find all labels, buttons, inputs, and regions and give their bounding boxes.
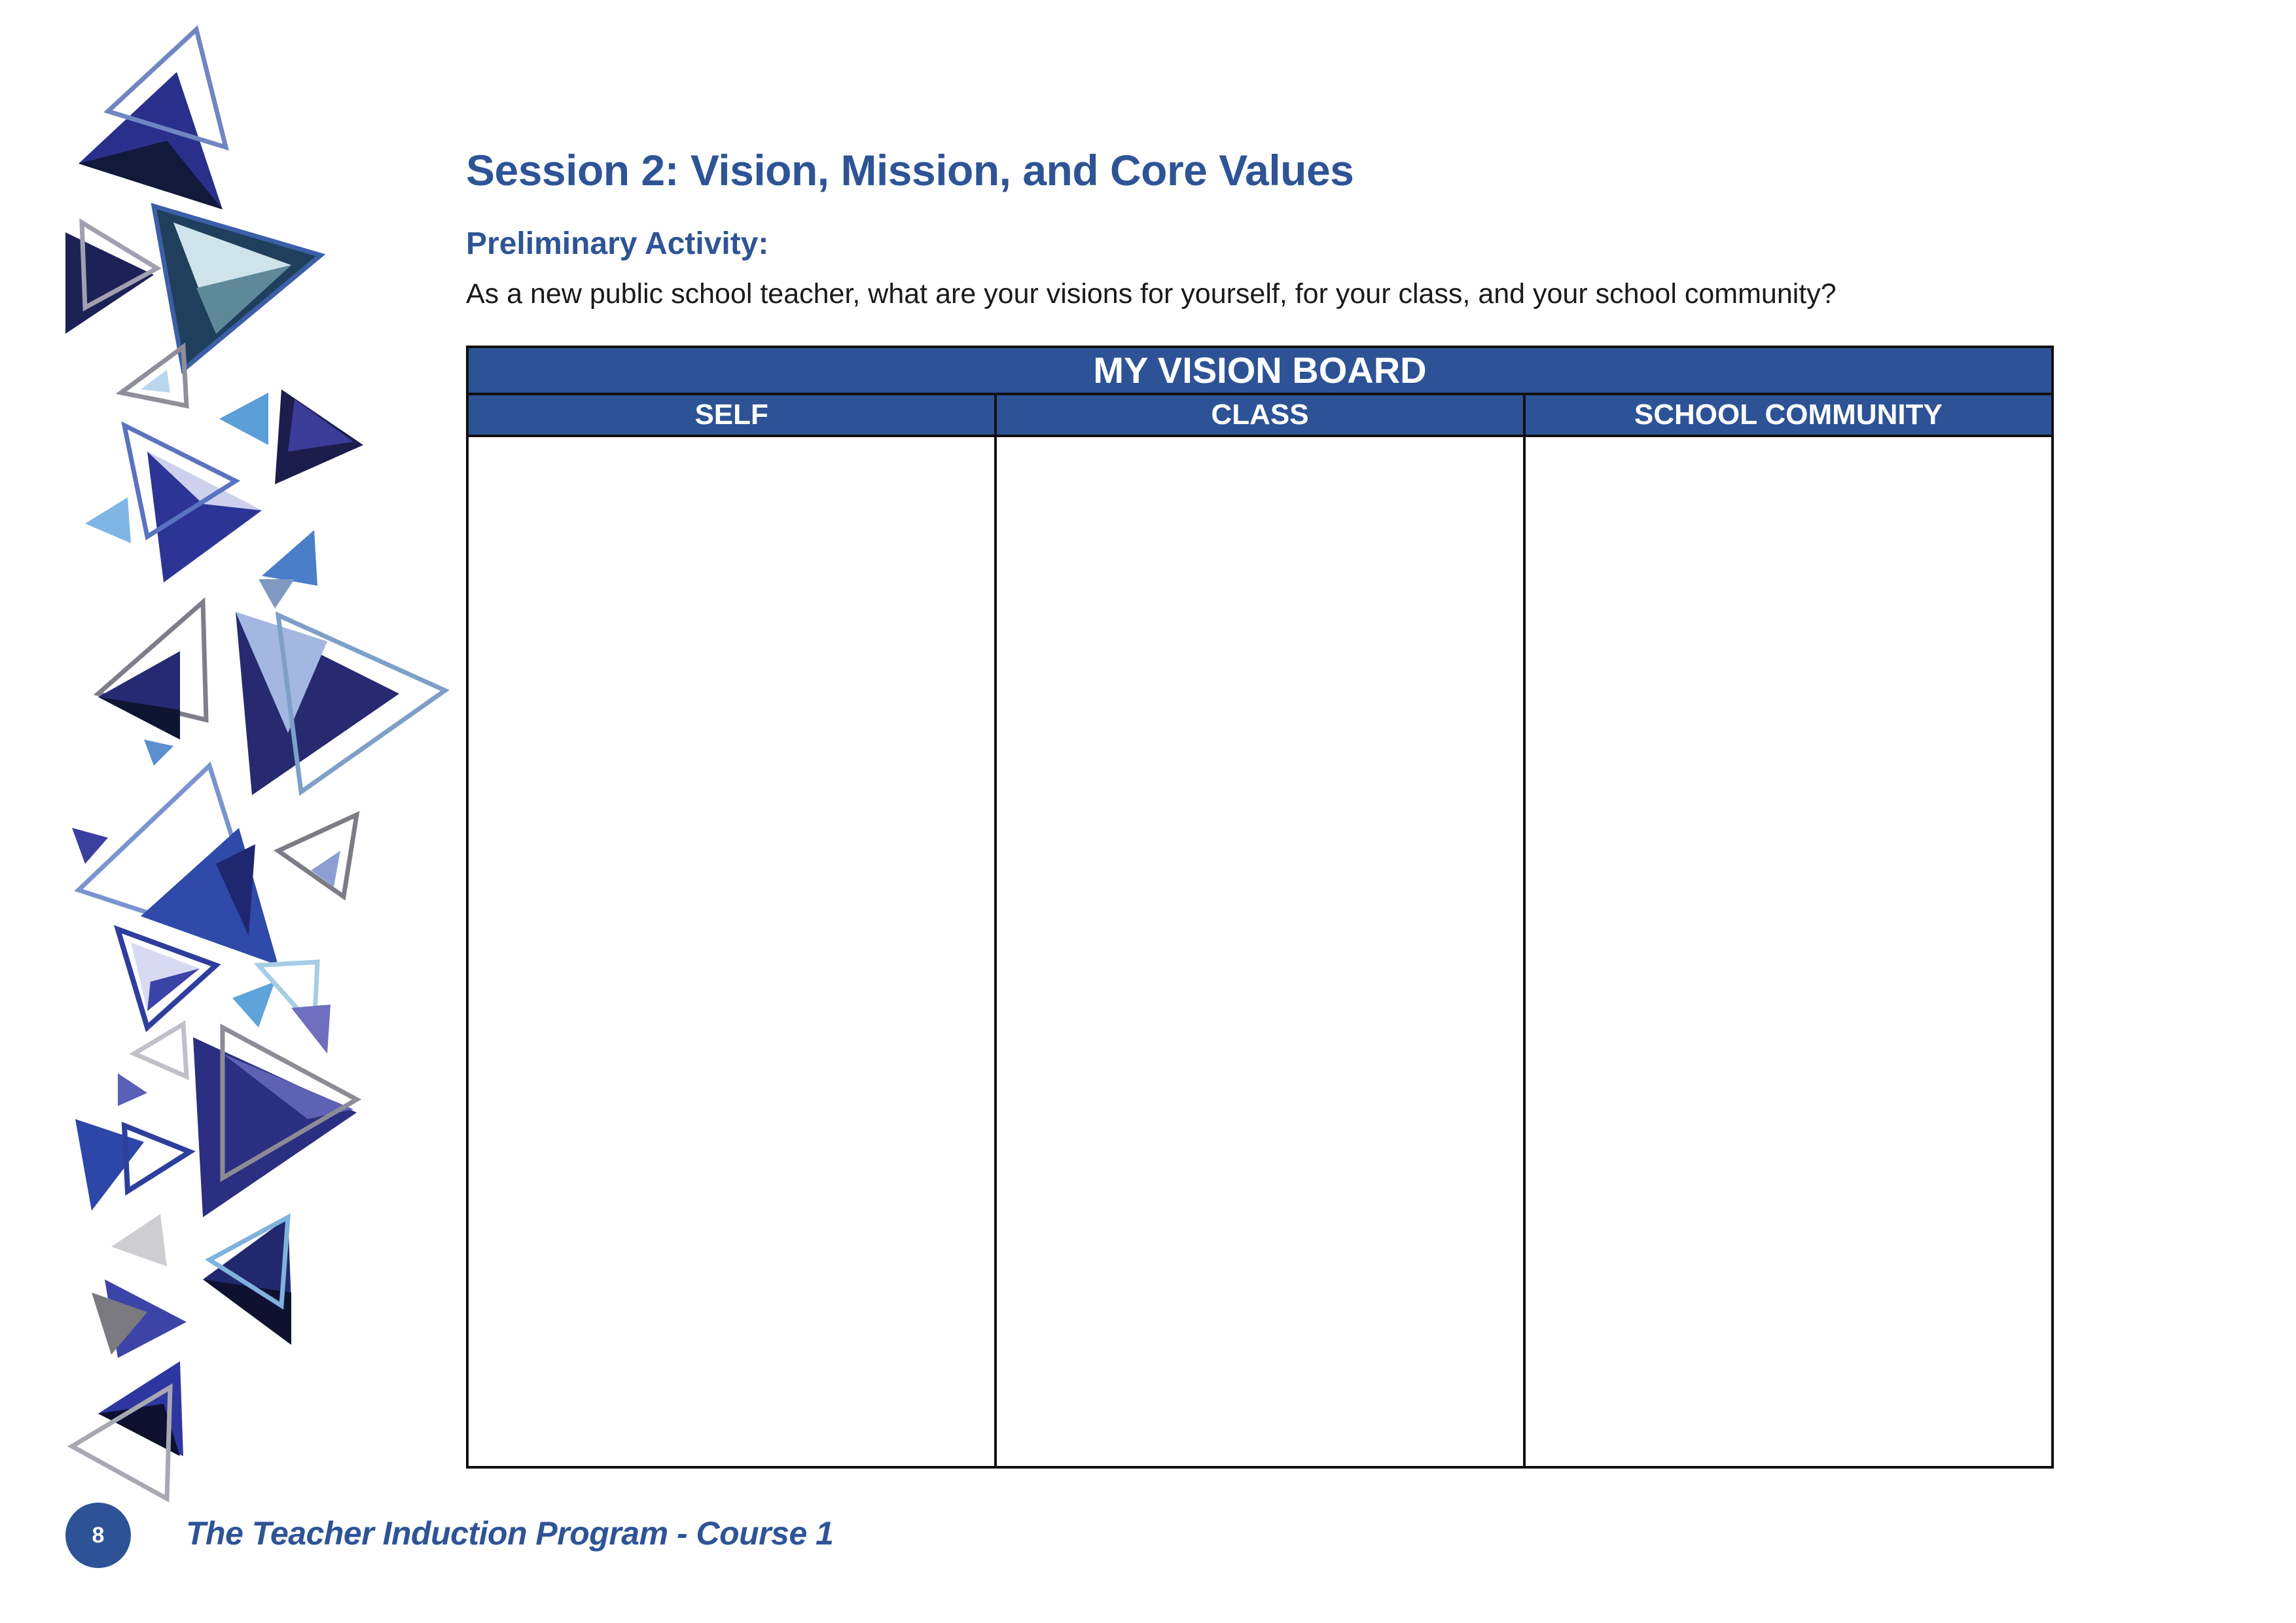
triangle-shape [147, 452, 262, 582]
activity-label: Preliminary Activity: [466, 226, 769, 261]
column-header-class: CLASS [996, 394, 1524, 436]
triangle-shape [75, 1119, 144, 1211]
triangle-shape [85, 497, 131, 543]
triangle-shape [134, 1024, 187, 1077]
column-header-school-community: SCHOOL COMMUNITY [1524, 394, 2053, 436]
triangle-shape [193, 1037, 357, 1217]
vision-board-title: MY VISION BOARD [467, 347, 2053, 394]
triangle-shape [291, 1005, 331, 1054]
triangle-shape [232, 982, 275, 1027]
school-community-writing-area[interactable] [1524, 436, 2053, 1467]
triangle-shape [72, 828, 108, 864]
decorative-triangles [0, 0, 471, 1623]
triangle-shape [111, 1214, 167, 1266]
triangle-shape [65, 232, 154, 334]
session-title: Session 2: Vision, Mission, and Core Values [466, 146, 1354, 194]
activity-question: As a new public school teacher, what are your visions for yourself, for your class, and your school community? [466, 278, 1837, 310]
triangle-shape [121, 347, 187, 406]
triangle-shape [259, 579, 295, 609]
triangle-shape [144, 740, 173, 766]
self-writing-area[interactable] [467, 436, 996, 1467]
page-number-badge: 8 [65, 1503, 131, 1568]
class-writing-area[interactable] [996, 436, 1524, 1467]
triangle-shape [262, 530, 317, 586]
triangle-shape [278, 815, 357, 897]
triangle-shape [118, 1073, 147, 1106]
footer-program-title: The Teacher Induction Program - Course 1 [186, 1515, 834, 1552]
vision-board-table [466, 346, 2054, 1469]
triangle-shape [124, 1126, 190, 1191]
triangle-shape [219, 393, 268, 445]
column-header-self: SELF [467, 394, 996, 436]
